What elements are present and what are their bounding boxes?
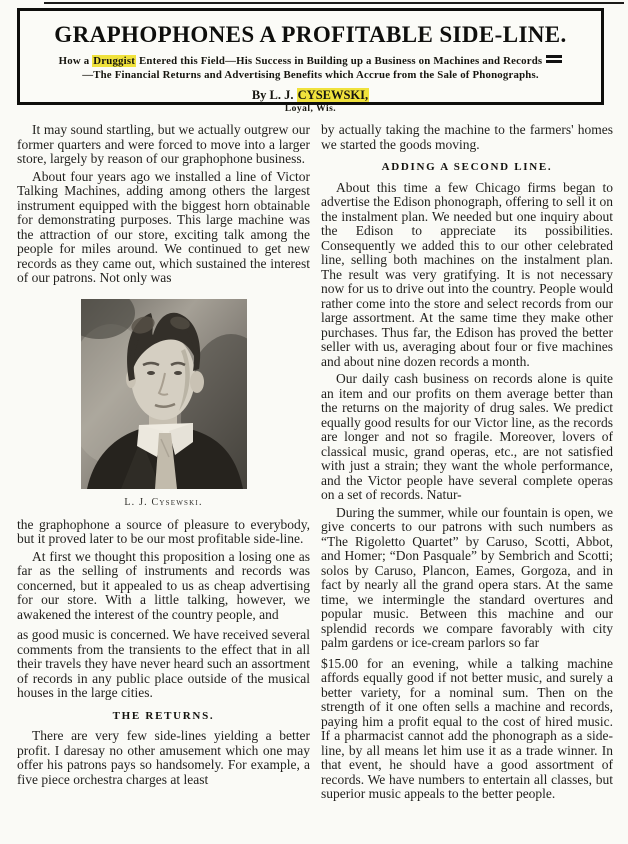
deck-highlight-druggist: Druggist	[93, 55, 136, 67]
portrait-photo	[81, 299, 247, 489]
portrait-caption: L. J. Cysewski.	[124, 496, 203, 508]
article-deck	[34, 54, 587, 82]
paragraph-left-1: It may sound startling, but we actually outgrew our former quarters and were forced to move into a larger store, largely by reason of our graphophone business.	[17, 122, 310, 166]
double-bar-ornament-icon	[546, 55, 562, 63]
byline	[20, 88, 601, 103]
byline-location: Loyal, Wis.	[284, 104, 337, 114]
paragraph-left-5: There are very few side-lines yielding a better profit. I daresay no other amusement which one may offer his patrons pays so handsomely. For example, a five piece orchestra charges at least	[17, 728, 310, 787]
right-column	[321, 123, 613, 805]
page-top-rule	[44, 2, 624, 4]
paragraph-right-4: During the summer, while our fountain is open, we give concerts to our patrons with such numbers as “The Rigoletto Quartet” by Caruso, Scotti, Abbot, and Homer; “Don Pasquale” by Sembrich and Scotti; solos by Caruso, Plancon, Eames, Gorgoza, and in fact by nearly all the grand opera stars. At the same time, we intermingle the standard overtures and popular music. Between this machine and our splendid records we compare favorably with city palm gardens or ice-cream parlors so far	[321, 504, 613, 650]
article-header-box	[17, 8, 604, 114]
article-title: GRAPHOPHONES A PROFITABLE SIDE-LINE.	[54, 22, 567, 47]
portrait-photo-image	[81, 299, 247, 489]
section-heading-adding-a-second-line: ADDING A SECOND LINE.	[381, 161, 553, 173]
deck-line1-post: Entered this Field—His Success in Building up a Business on Machines and Records	[136, 55, 543, 67]
paragraph-left-3: the graphophone a source of pleasure to everybody, but it proved later to be our most profitable side-line.	[17, 516, 310, 546]
paragraph-right-1: by actually taking the machine to the farmers' homes we started the goods moving.	[321, 122, 613, 152]
paragraph-right-5: $15.00 for an evening, while a talking machine affords equally good if not better music, and surely a better variety, for a nominal sum. Then on the strength of it one often sells a machine and records, paying him a profit equal to the cost of hired music. If a pharmacist cannot add the phonograph as a side-line, by all means let him use it as a trade winner. In that event, he should have a good assortment of records. We have numbers to entertain all classes, but superior music appeals to the better people.	[321, 655, 613, 801]
paragraph-left-4b: as good music is concerned. We have received several comments from the transients to the effect that in all their travels they have never heard such an assortment of records in any public place outside of the musical houses in the large cities.	[17, 627, 310, 700]
portrait-figure	[17, 299, 310, 509]
byline-pre: By L. J.	[251, 88, 297, 102]
paragraph-left-2: About four years ago we installed a line of Victor Talking Machines, adding among others the largest instrument equipped with the biggest horn obtainable for demonstrating purposes. This large machine was the attraction of our store, exciting talk among the people for miles around. We continued to get new records as they came out, which sustained the interest of our patrons. Not only was	[17, 168, 310, 285]
paragraph-left-4a: At first we thought this proposition a losing one as far as the selling of instruments and records was concerned, but it appealed to us as cheap advertising for our store. With a little talking, however, we awakened the interest of the country people, and	[17, 548, 310, 622]
deck-line2: —The Financial Returns and Advertising Benefits which Accrue from the Sale of Phonographs.	[82, 69, 539, 81]
paragraph-right-2: About this time a few Chicago firms began to advertise the Edison phonograph, offering to sell it on the instalment plan. We needed but one inquiry about the Edison to appreciate its possibilities. Consequently we added this to our other celebrated line, selling both machines on the instalment plan. The result was very gratifying. It is not necessary now for us to drive out into the country. People would rather come into the store and select records from our large assortment. At the same time they make other purchases. Thus far, the Edison has proved the better seller with us, averaging about four or five machines and about nine dozen records a month.	[321, 179, 613, 369]
byline-highlight-cysewski: CYSEWSKI,	[297, 88, 369, 102]
paragraph-right-3: Our daily cash business on records alone is quite an item and our profits on them average better than the returns on the majority of drug sales. We predict equally good results for our Victor line, as the records are longer and not so fragile. Moreover, lovers of classical music, grand operas, etc., are not satisfied with just a strain; they want the whole performance, and the Victor people have several complete operas on a set of records. Natur-	[321, 371, 613, 502]
section-heading-the-returns: THE RETURNS.	[112, 709, 215, 722]
deck-line1-pre: How a	[58, 55, 93, 67]
left-column	[17, 123, 310, 790]
